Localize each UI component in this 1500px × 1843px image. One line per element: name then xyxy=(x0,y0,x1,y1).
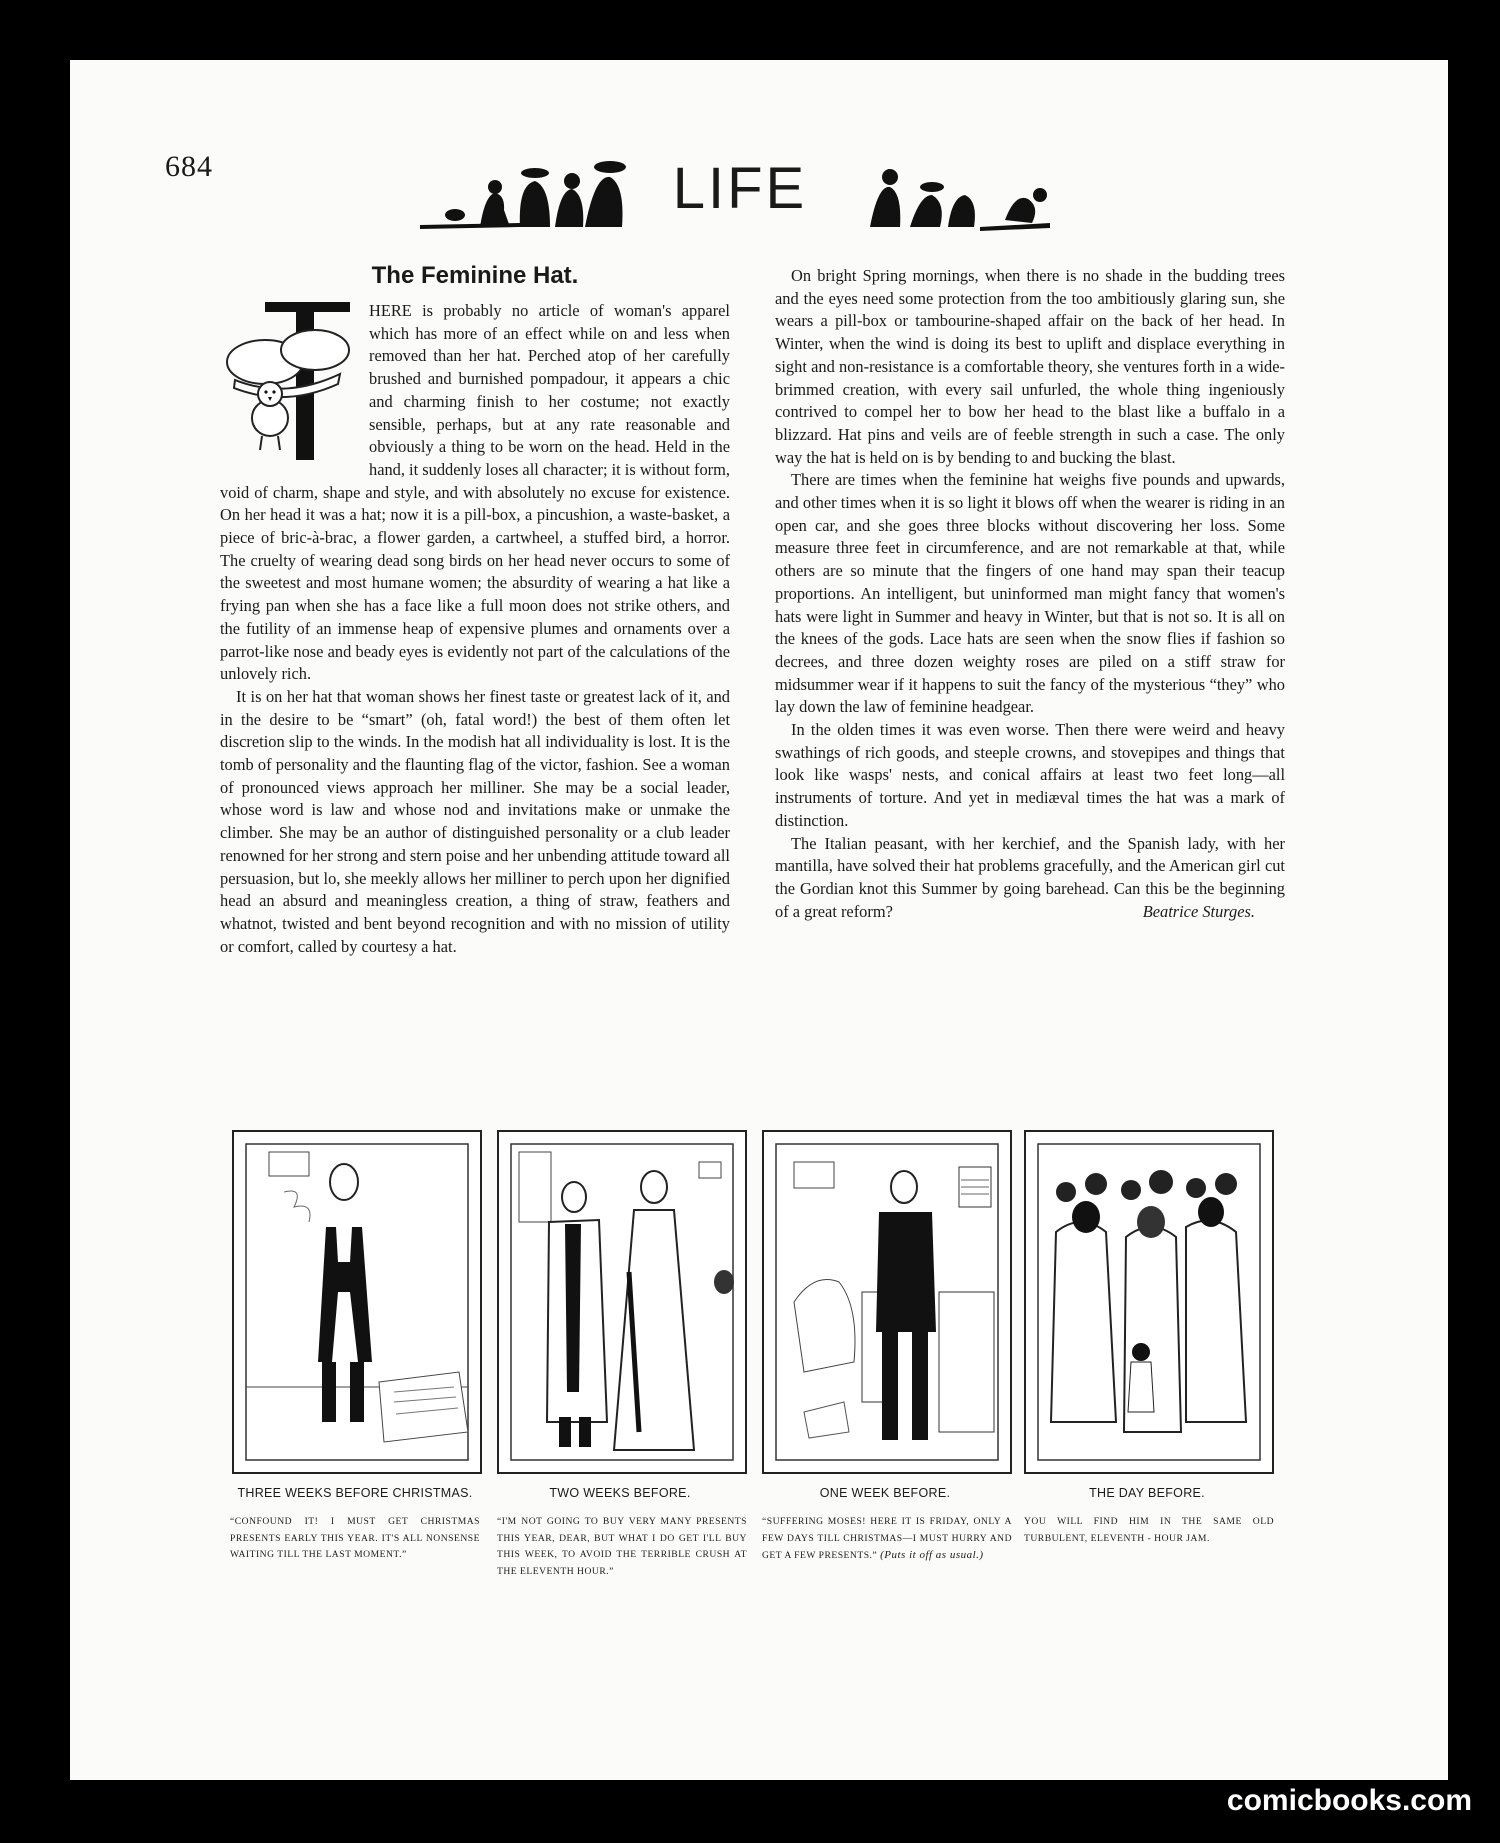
paragraph: HERE is probably no article of woman's apparel which has more of an effect while on and less when removed than her hat. Perched atop of her carefully brushed and burnished pompadour, it appears a chic and charming finish to her costume; not exactly sensible, perhaps, but at any rate reasonable and obviously a thing to be worn on the head. Held in the hand, it suddenly loses all character; it is without form, void of charm, shape and style, and with absolutely no excuse for existence. On her head it was a hat; now it is a pill-box, a pincushion, a waste-basket, a piece of bric-à-brac, a flower garden, a cartwheel, a stuffed bird, a horror. The cruelty of wearing dead song birds on her head never occurs to some of the sweetest and most humane women; the absurdity of wearing a hat like a frying pan when she has a face like a full moon does not strike others, and the futility of an immense heap of expensive plumes and ornaments over a parrot-like nose and beady eyes is evidently not part of the calculations of the unlovely rich. xyxy=(220,301,730,684)
masthead-title: LIFE xyxy=(672,156,808,221)
adjacent-page-edge xyxy=(1448,60,1470,1780)
comic-1-title: THREE WEEKS BEFORE CHRISTMAS. xyxy=(237,1486,473,1500)
paragraph xyxy=(775,833,1285,924)
article-title: The Feminine Hat. xyxy=(371,262,579,289)
comic-panel-1 xyxy=(232,1130,482,1474)
masthead xyxy=(400,115,1080,265)
comic-3-caption-aside: (Puts it off as usual.) xyxy=(880,1549,984,1561)
dropcap-letter: T xyxy=(20,85,31,104)
byline: Beatrice Sturges. xyxy=(1142,901,1255,921)
comic-4-caption: YOU WILL FIND HIM IN THE SAME OLD TURBULENT, ELEVENTH - HOUR JAM. xyxy=(1024,1516,1274,1544)
comic-3-caption xyxy=(762,1514,1012,1565)
comic-2-title: TWO WEEKS BEFORE. xyxy=(549,1486,691,1500)
comic-panel-3 xyxy=(762,1130,1012,1474)
paragraph: It is on her hat that woman shows her finest taste or greatest lack of it, and in the desire to be “smart” (oh, fatal word!) the best of them often let discretion slip to the winds. In the modish hat all individuality is lost. It is the tomb of personality and the flaunting flag of the victor, fashion. See a woman of pronounced views approach her milliner. She may be a social leader, whose word is law and whose nod and invitations make or unmake the climber. She may be an author of distinguished personality or a club leader renowned for her strong and stern poise and her unbending attitude toward all persuasion, but lo, she meekly allows her milliner to perch upon her dignified head an absurd and meaningless creation, a thing of straw, feathers and whatnot, twisted and bent beyond recognition and with no mission of utility or comfort, called by courtesy a hat. xyxy=(220,686,730,956)
paragraph-text: The Italian peasant, with her kerchief, and the Spanish lady, with her mantilla, have solved their hat problems gracefully, and the American girl cut the Gordian knot this Summer by going barehead. Can this be the beginning of a great reform? xyxy=(775,833,1285,921)
comic-panel-4 xyxy=(1024,1130,1274,1474)
comic-2-caption: “I'M NOT GOING TO BUY VERY MANY PRESENTS THIS YEAR, DEAR, BUT WHAT I DO GET I'LL BUY THIS WEEK, TO AVOID THE TERRIBLE CRUSH AT THE ELEVENTH HOUR.” xyxy=(497,1516,747,1577)
comic-panel-2 xyxy=(497,1130,747,1474)
watermark: comicbooks.com xyxy=(1226,1784,1472,1817)
paragraph: In the olden times it was even worse. Then there were weird and heavy swathings of rich goods, and steeple crowns, and stovepipes and things that look like wasps' nests, and conical affairs at least two feet long—all instruments of torture. And yet in mediæval times the hat was a mark of distinction. xyxy=(775,720,1285,830)
man-in-tuxedo-illustration xyxy=(234,1132,480,1472)
office-scene-illustration xyxy=(764,1132,1010,1472)
article-column-right xyxy=(775,265,1285,923)
comic-4-title: THE DAY BEFORE. xyxy=(1089,1486,1205,1500)
paragraph: On bright Spring mornings, when there is no shade in the budding trees and the eyes need some protection from the too ambitiously glaring sun, she wears a pill-box or tambourine-shaped affair on the back of her head. In Winter, when the wind is doing its best to uplift and displace everything in sight and non-resistance is a comfortable theory, she ventures forth in a wide-brimmed creation, with every sail unfurled, the whole thing ingeniously contrived to compel her to bow her head to the blast like a buffalo in a blizzard. Hat pins and veils are of feeble strength in such a case. The only way the hat is held on is by bending to and bucking the blast. xyxy=(775,266,1285,467)
page-number: 684 xyxy=(165,150,213,183)
crowded-store-illustration xyxy=(1026,1132,1272,1472)
comic-1-caption: “CONFOUND IT! I MUST GET CHRISTMAS PRESENTS EARLY THIS YEAR. IT'S ALL NONSENSE WAITING TILL THE LAST MOMENT.” xyxy=(230,1516,480,1560)
comic-3-caption-text: “SUFFERING MOSES! HERE IT IS FRIDAY, ONLY A FEW DAYS TILL CHRISTMAS—I MUST HURRY AND GET A FEW PRESENTS.” xyxy=(762,1516,1012,1561)
couple-shopping-illustration xyxy=(499,1132,745,1472)
comic-3-title: ONE WEEK BEFORE. xyxy=(819,1486,951,1500)
paragraph: There are times when the feminine hat weighs five pounds and upwards, and other times when it is so light it blows off when the wearer is riding in an open car, and she goes three blocks without discovering her loss. Some measure three feet in circumference, and are not remarkable at that, while others are so minute that the fingers of one hand may span their teacup proportions. An intelligent, but uninformed man might fancy that women's hats were light in Summer and heavy in Winter, but that is not so. It is all on the knees of the gods. Lace hats are seen when the snow flies if fashion so decrees, and three dozen weighty roses are piled on a stiff straw for midsummer wear if it happens to suit the fancy of the mysterious “they” who lay down the law of feminine headgear. xyxy=(775,470,1285,717)
